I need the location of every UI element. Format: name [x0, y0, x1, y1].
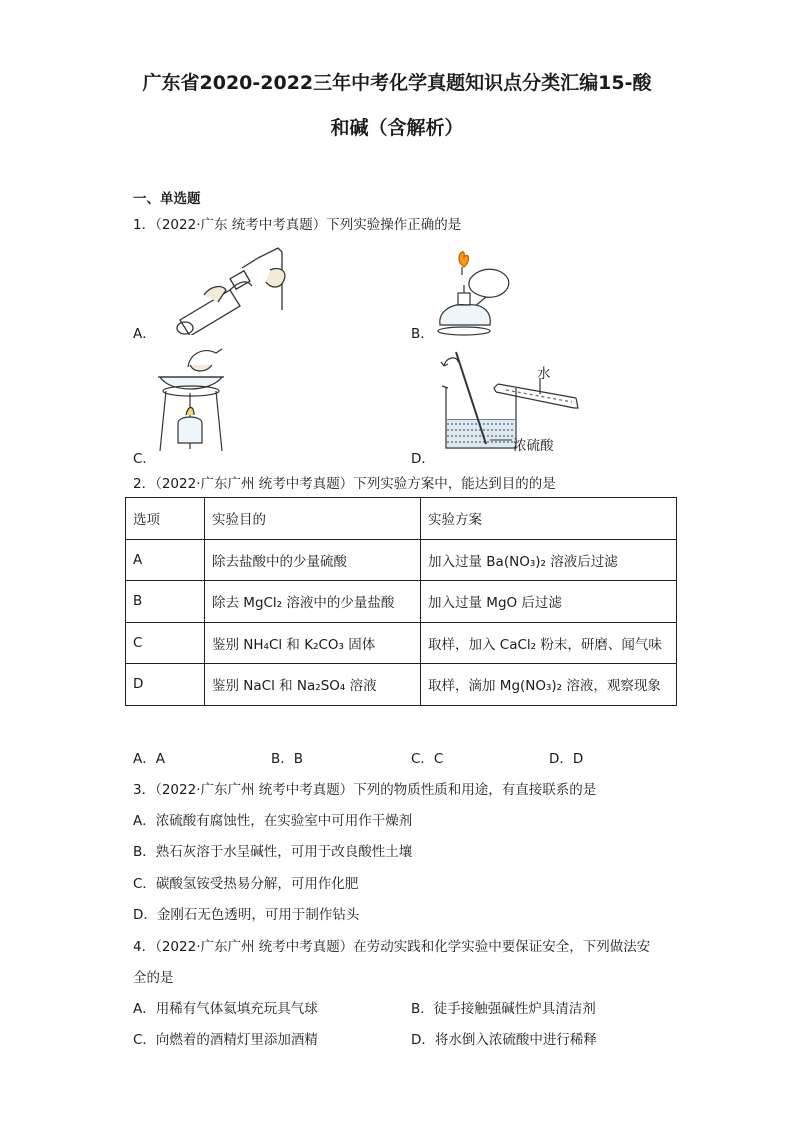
q2-choice-b: B．B — [271, 751, 304, 767]
table-cell: 取样，加入 CaCl₂ 粉末，研磨、闻气味 — [421, 622, 677, 664]
q1-figure-d-acid-label: 浓硫酸 — [513, 438, 554, 454]
q1-figure-a — [170, 240, 305, 335]
q1-stem: 1．（2022·广东 统考中考真题）下列实验操作正确的是 — [133, 217, 462, 233]
q2-table — [125, 497, 677, 706]
table-row — [126, 622, 677, 664]
q1-figure-d-acid-leader — [490, 438, 512, 442]
table-cell: 鉴别 NH₄Cl 和 K₂CO₃ 固体 — [205, 622, 421, 664]
q4-option-c: C．向燃着的酒精灯里添加酒精 — [133, 1032, 318, 1048]
q1-option-b: B． — [411, 326, 434, 342]
table-cell: 除去 MgCl₂ 溶液中的少量盐酸 — [205, 581, 421, 623]
q1-figure-b — [430, 245, 530, 337]
q1-figure-c — [150, 343, 235, 458]
q2-choice-d: D．D — [549, 751, 584, 767]
page-title-line2: 和碱（含解析） — [330, 117, 464, 139]
table-header-cell: 实验方案 — [421, 498, 677, 540]
q3-option-b: B．熟石灰溶于水呈碱性，可用于改良酸性土壤 — [133, 844, 413, 860]
q1-figure-d-water-label: 水 — [537, 366, 551, 382]
section-heading: 一、单选题 — [133, 191, 201, 207]
q3-option-d: D．金刚石无色透明，可用于制作钻头 — [133, 907, 360, 923]
q4-stem-line1: 4．（2022·广东广州 统考中考真题）在劳动实践和化学实验中要保证安全，下列做法安 — [133, 939, 651, 955]
table-cell: C — [126, 622, 205, 664]
q4-option-b: B．徒手接触强碱性炉具清洁剂 — [411, 1001, 596, 1017]
table-row — [126, 664, 677, 706]
q3-option-c: C．碳酸氢铵受热易分解，可用作化肥 — [133, 876, 359, 892]
q2-choice-a: A．A — [133, 751, 165, 767]
q1-option-c: C． — [133, 451, 156, 467]
table-header-row — [126, 498, 677, 540]
q2-stem: 2．（2022·广东广州 统考中考真题）下列实验方案中，能达到目的的是 — [133, 476, 556, 492]
table-cell: 鉴别 NaCl 和 Na₂SO₄ 溶液 — [205, 664, 421, 706]
table-row — [126, 539, 677, 581]
table-cell: D — [126, 664, 205, 706]
table-header-cell: 选项 — [126, 498, 205, 540]
q1-option-d: D． — [411, 451, 435, 467]
table-row — [126, 581, 677, 623]
table-cell: 取样，滴加 Mg(NO₃)₂ 溶液，观察现象 — [421, 664, 677, 706]
table-cell: 加入过量 Ba(NO₃)₂ 溶液后过滤 — [421, 539, 677, 581]
table-header-cell: 实验目的 — [205, 498, 421, 540]
q4-stem-line2: 全的是 — [133, 970, 174, 986]
table-cell: A — [126, 539, 205, 581]
q2-choice-c: C．C — [411, 751, 444, 767]
q3-stem: 3．（2022·广东广州 统考中考真题）下列的物质性质和用途，有直接联系的是 — [133, 782, 597, 798]
q4-option-d: D．将水倒入浓硫酸中进行稀释 — [411, 1032, 597, 1048]
q3-option-a: A．浓硫酸有腐蚀性，在实验室中可用作干燥剂 — [133, 813, 413, 829]
page-title-line1: 广东省2020-2022三年中考化学真题知识点分类汇编15-酸 — [142, 72, 652, 94]
q4-option-a: A．用稀有气体氦填充玩具气球 — [133, 1001, 318, 1017]
table-cell: 除去盐酸中的少量硫酸 — [205, 539, 421, 581]
q1-option-a: A． — [133, 326, 156, 342]
table-cell: B — [126, 581, 205, 623]
table-cell: 加入过量 MgO 后过滤 — [421, 581, 677, 623]
